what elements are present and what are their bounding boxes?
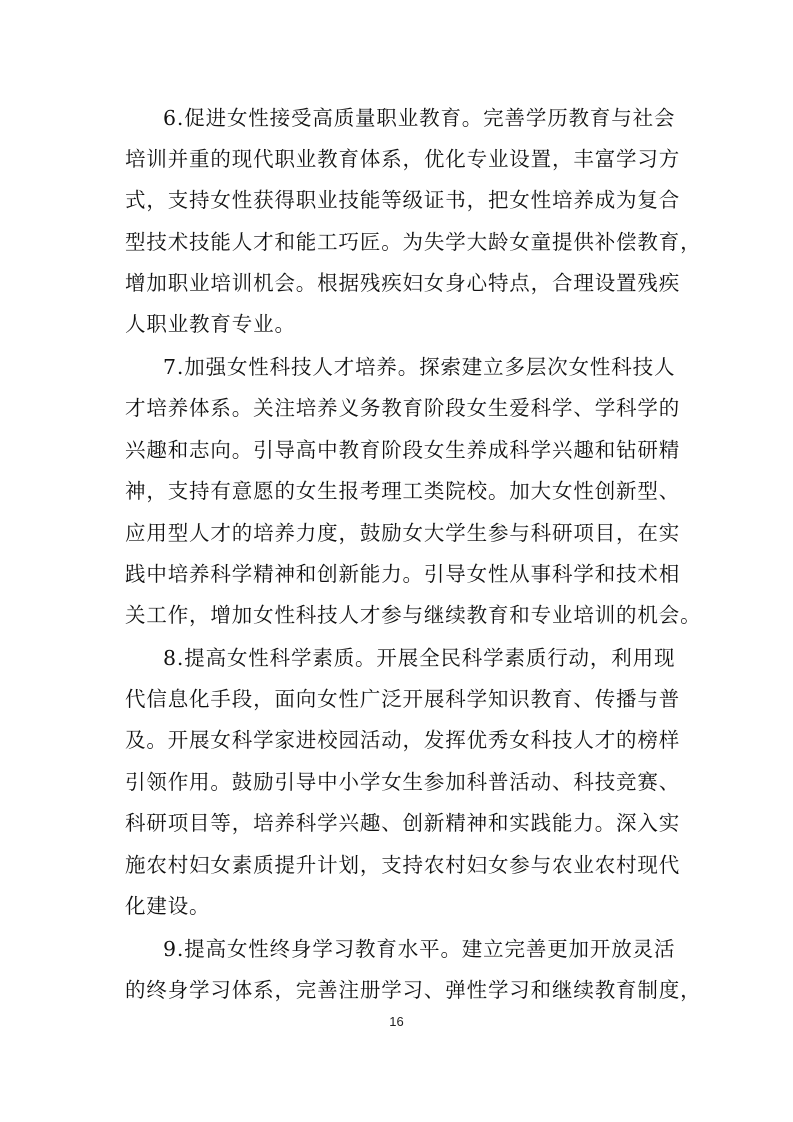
paragraph-line: 才培养体系。关注培养义务教育阶段女生爱科学、学科学的 — [125, 396, 681, 420]
paragraph-line: 7.加强女性科技人才培养。探索建立多层次女性科技人 — [163, 355, 676, 379]
paragraph-line: 践中培养科学精神和创新能力。引导女性从事科学和技术相 — [125, 562, 681, 586]
paragraph-line: 代信息化手段，面向女性广泛开展科学知识教育、传播与普 — [125, 687, 681, 711]
paragraph-line: 型技术技能人才和能工巧匠。为失学大龄女童提供补偿教育， — [125, 230, 702, 254]
paragraph-line: 应用型人才的培养力度，鼓励女大学生参与科研项目，在实 — [125, 521, 681, 545]
paragraph-line: 关工作，增加女性科技人才参与继续教育和专业培训的机会。 — [125, 603, 702, 627]
paragraph-line: 科研项目等，培养科学兴趣、创新精神和实践能力。深入实 — [125, 811, 681, 835]
paragraph-line: 兴趣和志向。引导高中教育阶段女生养成科学兴趣和钻研精 — [125, 438, 681, 462]
page-number: 16 — [389, 1014, 404, 1029]
paragraph-line: 增加职业培训机会。根据残疾妇女身心特点，合理设置残疾 — [125, 271, 681, 295]
paragraph-line: 6.促进女性接受高质量职业教育。完善学历教育与社会 — [163, 106, 676, 130]
paragraph-line: 式，支持女性获得职业技能等级证书，把女性培养成为复合 — [125, 188, 681, 212]
paragraph-line: 化建设。 — [125, 894, 211, 918]
paragraph-line: 人职业教育专业。 — [125, 312, 296, 336]
paragraph-line: 施农村妇女素质提升计划，支持农村妇女参与农业农村现代 — [125, 853, 681, 877]
paragraph-line: 引领作用。鼓励引导中小学女生参加科普活动、科技竞赛、 — [125, 770, 681, 794]
paragraph-line: 9.提高女性终身学习教育水平。建立完善更加开放灵活 — [163, 937, 676, 961]
paragraph-line: 培训并重的现代职业教育体系，优化专业设置，丰富学习方 — [125, 147, 681, 171]
paragraph-line: 及。开展女科学家进校园活动，发挥优秀女科技人才的榜样 — [125, 728, 681, 752]
paragraph-line: 的终身学习体系，完善注册学习、弹性学习和继续教育制度， — [125, 978, 702, 1002]
paragraph-line: 8.提高女性科学素质。开展全民科学素质行动，利用现 — [163, 646, 676, 670]
paragraph-line: 神，支持有意愿的女生报考理工类院校。加大女性创新型、 — [125, 479, 681, 503]
